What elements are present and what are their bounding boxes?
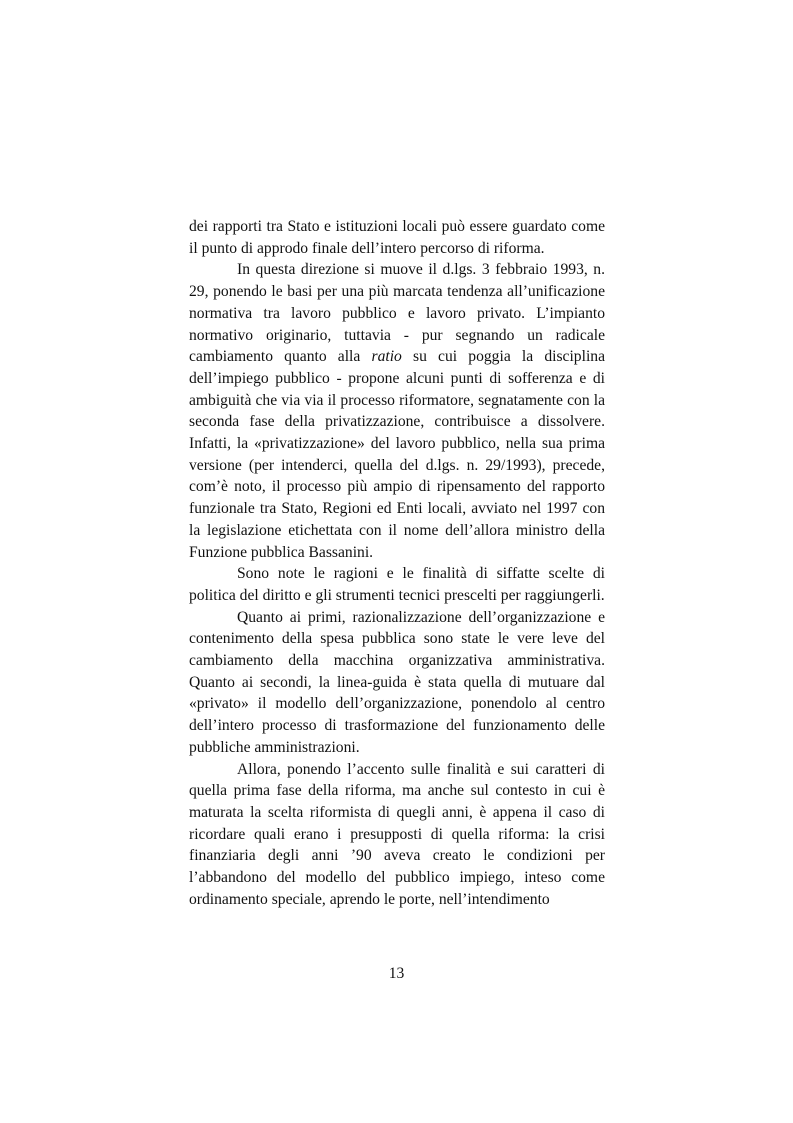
paragraph-2: [189, 259, 605, 563]
paragraph-5: Allora, ponendo l’accento sulle finalità e sui caratteri di quella prima fase della riforma, ma anche sul contesto in cui è maturata la scelta riformista di quegli anni, è appena il caso di ricordare quali erano i presupposti di quella riforma: la crisi finanziaria degli anni ’90 aveva creato le condizioni per l’abbandono del modello del pubblico impiego, inteso come ordinamento speciale, aprendo le porte, nell’intendimento: [189, 760, 605, 908]
paragraph-4: Quanto ai primi, razionalizzazione dell’organizzazione e contenimento della spesa pubblica sono state le vere leve del cambiamento della macchina organizzativa amministrativa. Quanto ai secondi, la linea-guida è stata quella di mutuare dal «privato» il modello dell’organizzazione, ponendolo al centro dell’intero processo di trasformazione del funzionamento delle pubbliche amministrazioni.: [189, 608, 605, 756]
paragraph-2-text-after: su cui poggia la disciplina dell’impiego pubblico - propone alcuni punti di sofferenza e di ambiguità che via via il processo riformatore, segnatamente con la seconda fase della privatizzazione, contribuisce a dissolvere. Infatti, la «privatizzazione» del lavoro pubblico, nella sua prima versione (per intenderci, quella del d.lgs. n. 29/1993), precede, com’è noto, il processo più ampio di ripensamento del rapporto funzionale tra Stato, Regioni ed Enti locali, avviato nel 1997 con la legislazione etichettata con il nome dell’allora ministro della Funzione pubblica Bassanini.: [189, 348, 605, 561]
paragraph-1: dei rapporti tra Stato e istituzioni locali può essere guardato come il punto di approdo finale dell’intero percorso di riforma.: [189, 218, 605, 257]
page-number: 13: [388, 965, 405, 982]
body-text: [189, 216, 605, 911]
paragraph-2-text-before: In questa direzione si muove il d.lgs. 3 febbraio 1993, n. 29, ponendo le basi per una più marcata tendenza all’unificazione normativa tra lavoro pubblico e lavoro privato. L’impianto normativo originario, tuttavia - pur segnando un radicale cambiamento quanto alla: [189, 261, 605, 366]
paragraph-3: Sono note le ragioni e le finalità di siffatte scelte di politica del diritto e gli strumenti tecnici prescelti per raggiungerli.: [189, 565, 605, 604]
italic-term-ratio: ratio: [371, 348, 402, 366]
